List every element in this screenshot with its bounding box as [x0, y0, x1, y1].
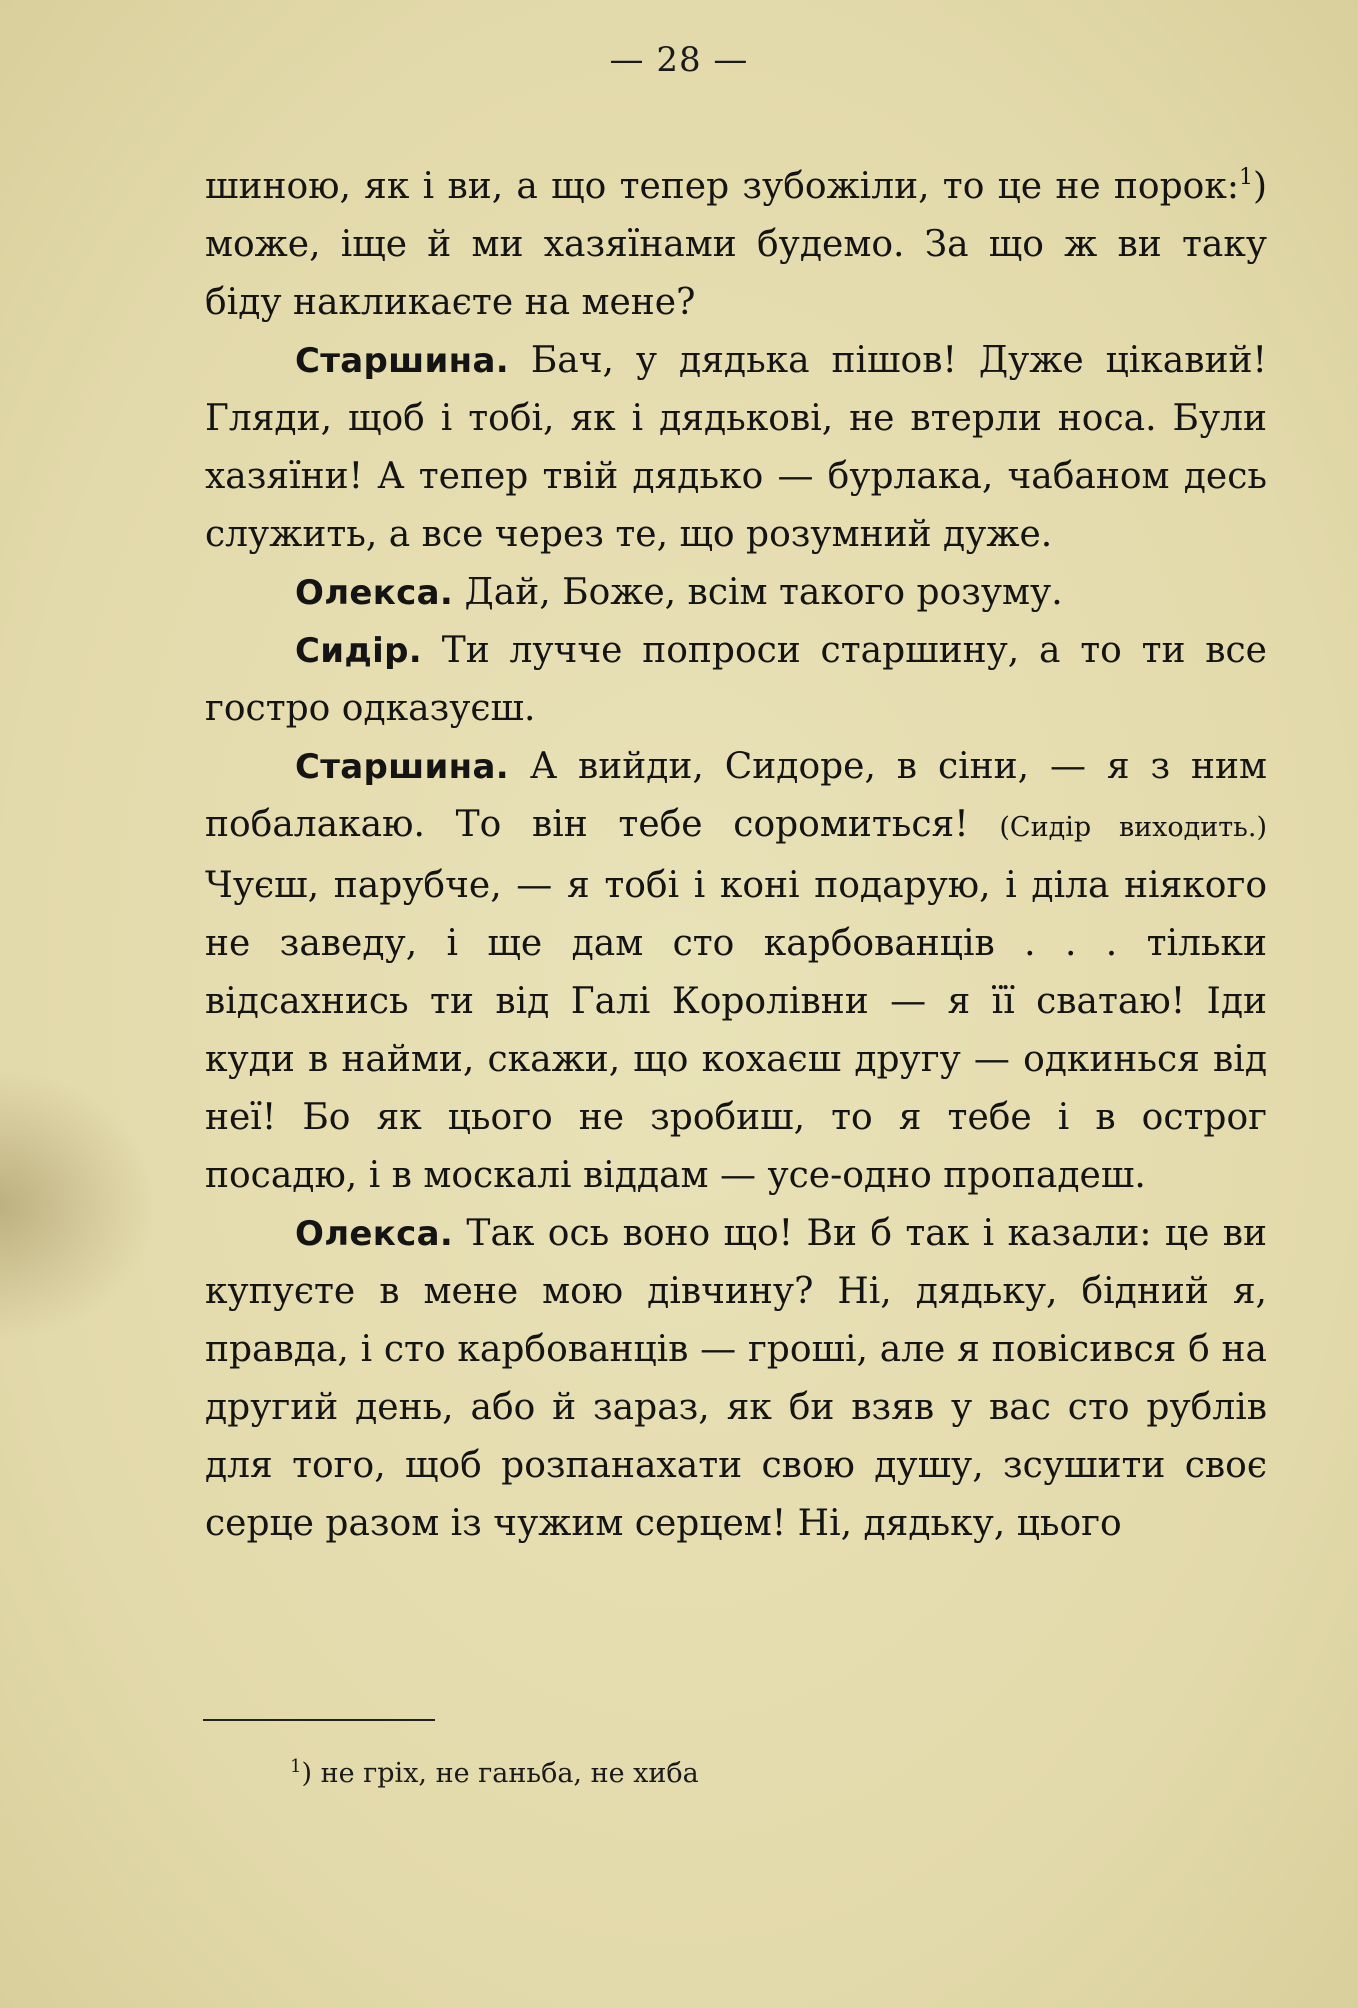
speaker-name: Сидір. [295, 631, 422, 671]
speaker-name: Олекса. [295, 1214, 454, 1254]
stage-direction: (Сидір виходить.) [999, 812, 1267, 843]
text-span: шиною, як і ви, а що тепер зубожіли, то це не порок: [205, 166, 1239, 207]
paragraph-2 [205, 332, 1267, 564]
paragraph-4 [205, 622, 1267, 738]
paragraph-6 [205, 1205, 1267, 1553]
speech-text: Бач, у дядька пішов! Дуже цікавий! Гляди, щоб і тобі, як і дядькові, не втерли носа. Були хазяїни! А тепер твій дядько — бурлака, чабаном десь служить, а все через те, що розумний дуже. [205, 340, 1267, 555]
page-number: — 28 — [609, 40, 749, 80]
paragraph-1 [205, 158, 1267, 332]
footnote-reference: 1 [1238, 165, 1253, 190]
body-text [205, 158, 1267, 1553]
speech-text: Чуєш, парубче, — я тобі і коні подарую, і діла ніякого не заведу, і ще дам сто карбованців . . . тільки відсахнись ти від Галі Королівни — я її сватаю! Іди куди в найми, скажи, що кохаєш другу — одкинься від неї! Бо як цього не зробиш, то я тебе і в острог посадю, і в москалі віддам — усе-одно пропадеш. [205, 865, 1267, 1196]
footnote-mark: 1 [290, 1756, 302, 1777]
speech-text: Дай, Боже, всім такого розуму. [453, 572, 1063, 613]
speaker-name: Старшина. [295, 341, 509, 381]
paragraph-5 [205, 738, 1267, 1205]
speech-text: Ти лучче попроси старшину, а то ти все гостро одказуєш. [205, 630, 1267, 729]
text-span: ) може, іще й ми хазяїнами будемо. За що ж ви таку біду накликаєте на мене? [205, 166, 1267, 323]
footnote [290, 1758, 699, 1789]
speaker-name: Олекса. [295, 573, 454, 613]
speech-text: Так ось воно що! Ви б так і казали: це ви купуєте в мене мою дівчину? Ні, дядьку, бідний я, правда, і сто карбованців — гроші, але я повісився б на другий день, або й зараз, як би взяв у вас сто рублів для того, щоб розпанахати свою душу, зсушити своє серце разом із чужим серцем! Ні, дядьку, цього [205, 1213, 1267, 1544]
speaker-name: Старшина. [295, 747, 509, 787]
footnote-divider [203, 1719, 435, 1721]
footnote-text: ) не гріх, не ганьба, не хиба [301, 1758, 699, 1789]
speech-text: А вийди, Сидоре, в сіни, — я з ним побалакаю. То він тебе соромиться! [205, 746, 1267, 845]
paragraph-3 [205, 564, 1267, 622]
